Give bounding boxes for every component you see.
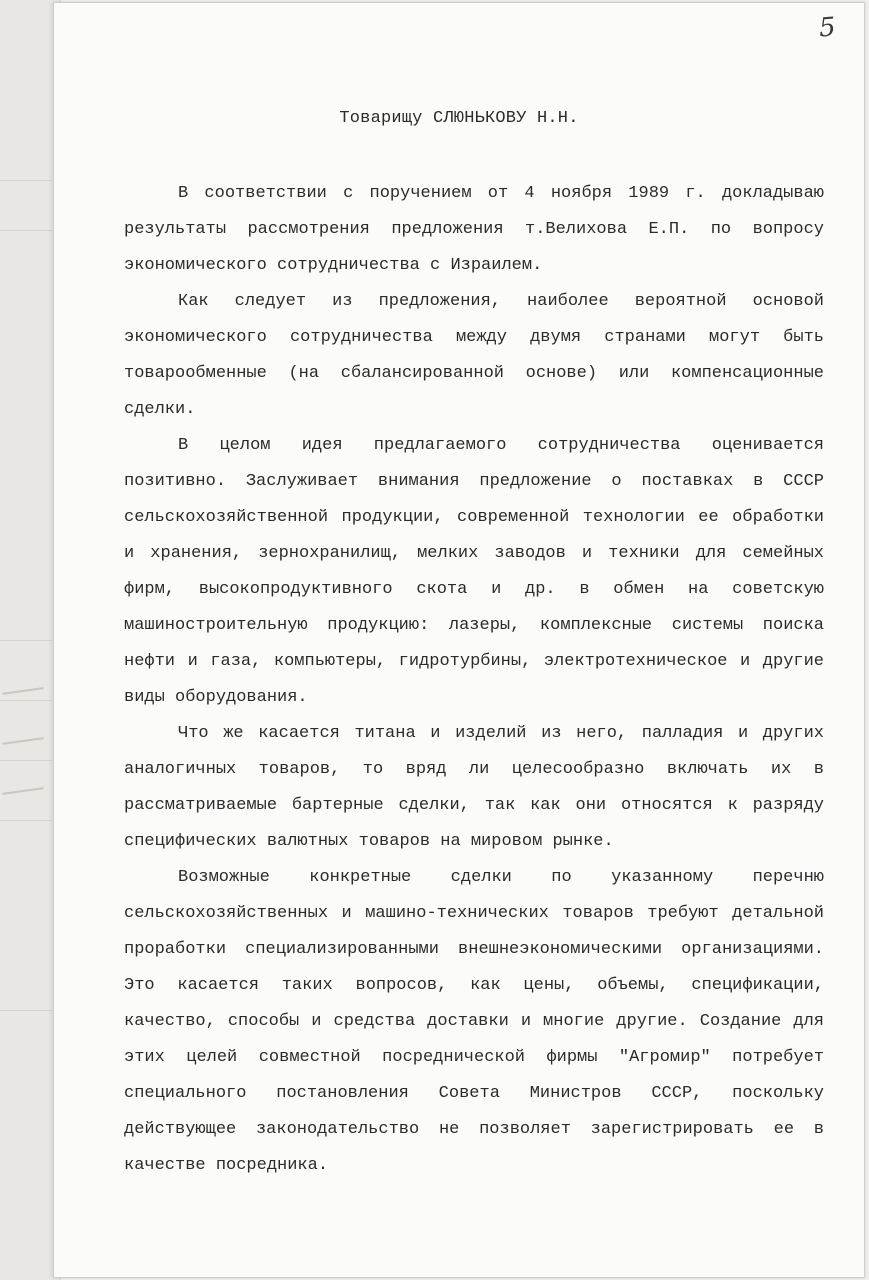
paragraph: Как следует из предложения, наиболее вероятной основой экономического сотрудничества между двумя странами могут быть товарообменные (на сбалансированной основе) или компенсационные сделки.	[124, 292, 824, 419]
ruled-line	[0, 1010, 52, 1011]
addressee-line: Товарищу СЛЮНЬКОВУ Н.Н.	[339, 109, 579, 128]
faint-handwriting	[2, 787, 44, 795]
ruled-line	[0, 180, 52, 181]
ruled-line	[0, 820, 52, 821]
ruled-line	[0, 230, 52, 231]
paragraph: Что же касается титана и изделий из него, палладия и других аналогичных товаров, то вряд ли целесообразно включать их в рассматриваемые бартерные сделки, так как они относятся к разряду специфических валютных товаров на мировом рынке.	[124, 724, 824, 851]
ruled-line	[0, 640, 52, 641]
document-page	[53, 2, 865, 1278]
handwritten-page-number: 5	[818, 12, 838, 44]
underlying-page-edge	[0, 0, 61, 1280]
ruled-line	[0, 760, 52, 761]
paragraph: В соответствии с поручением от 4 ноября 1989 г. докладываю результаты рассмотрения предложения т.Велихова Е.П. по вопросу экономического сотрудничества с Израилем.	[124, 184, 824, 275]
paragraph: Возможные конкретные сделки по указанному перечню сельскохозяйственных и машино-технических товаров требуют детальной проработки специализированными внешнеэкономическими организациями. Это касается таких вопросов, как цены, объемы, спецификации, качество, способы и средства доставки и многие другие. Создание для этих целей совместной посреднической фирмы "Агромир" потребует специального постановления Совета Министров СССР, поскольку действующее законодательство не позволяет зарегистрировать ее в качестве посредника.	[124, 868, 824, 1175]
ruled-line	[0, 700, 52, 701]
faint-handwriting	[2, 687, 44, 695]
letter-body	[124, 176, 824, 1184]
faint-handwriting	[2, 737, 44, 745]
paragraph: В целом идея предлагаемого сотрудничества оценивается позитивно. Заслуживает внимания предложение о поставках в СССР сельскохозяйственной продукции, современной технологии ее обработки и хранения, зернохранилищ, мелких заводов и техники для семейных фирм, высокопродуктивного скота и др. в обмен на советскую машиностроительную продукцию: лазеры, комплексные системы поиска нефти и газа, компьютеры, гидротурбины, электротехническое и другие виды оборудования.	[124, 436, 824, 707]
